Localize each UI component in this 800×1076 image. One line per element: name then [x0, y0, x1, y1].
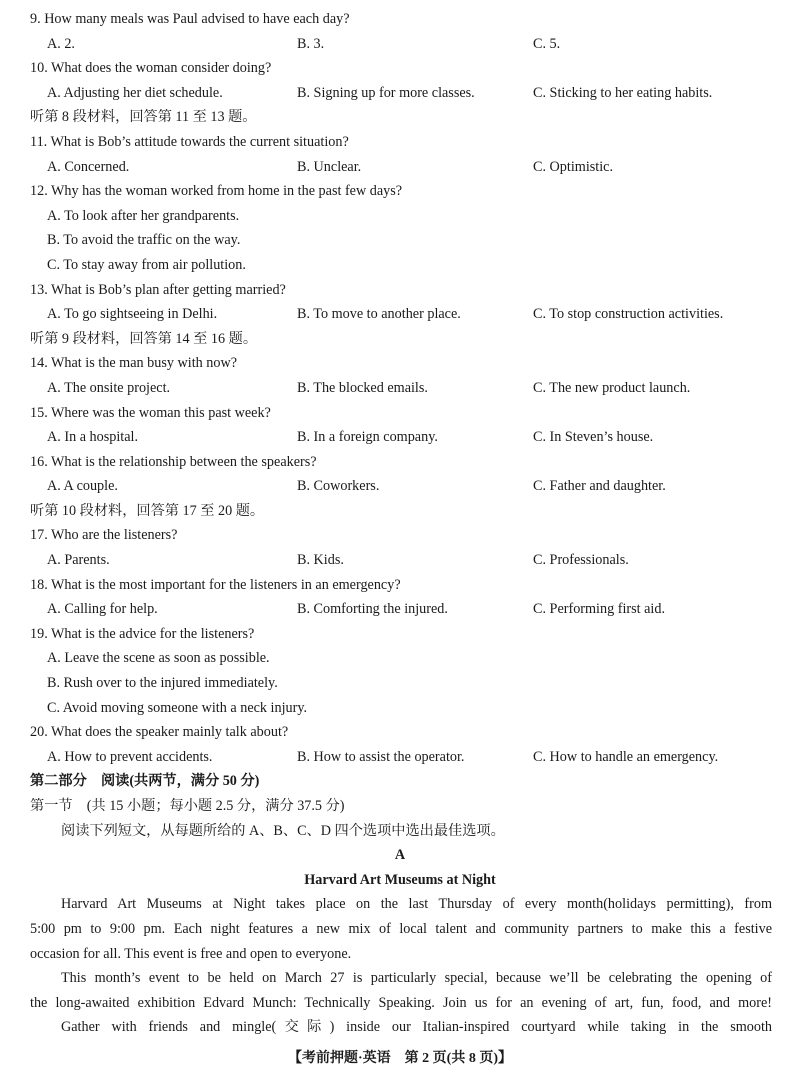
- answer-option-c: C. Professionals.: [533, 552, 629, 569]
- answer-option-a: A. The onsite project.: [47, 379, 171, 396]
- question-text: 10. What does the woman consider doing?: [30, 60, 272, 77]
- question-text: 11. What is Bob’s attitude towards the current situation?: [30, 133, 349, 150]
- answer-options-row: [0, 548, 800, 573]
- page-footer: 【考前押题·英语 第 2 页(共 8 页)】: [288, 1051, 512, 1066]
- answer-options-row: [0, 81, 800, 106]
- answer-option: B. Rush over to the injured immediately.: [47, 675, 278, 692]
- question-text: 17. Who are the listeners?: [30, 527, 178, 544]
- answer-options-row: [0, 425, 800, 450]
- instructions: 阅读下列短文，从每题所给的 A、B、C、D 四个选项中选出最佳选项。: [61, 822, 505, 839]
- answer-options-row: [0, 32, 800, 57]
- question-text: 12. Why has the woman worked from home in the past few days?: [30, 183, 403, 200]
- part-heading: 第二部分 阅读(共两节，满分 50 分): [30, 773, 260, 790]
- question-text: 19. What is the advice for the listeners?: [30, 625, 255, 642]
- section-heading: 第一节 (共 15 小题；每小题 2.5 分，满分 37.5 分): [30, 798, 345, 814]
- answer-options-row: [0, 376, 800, 401]
- answer-option-b: B. Signing up for more classes.: [297, 84, 475, 101]
- answer-option-a: A. How to prevent accidents.: [47, 748, 213, 765]
- answer-option-c: C. Father and daughter.: [533, 478, 666, 495]
- answer-option-a: A. A couple.: [47, 478, 118, 495]
- passage-line: This month’s event to be held on March 27 is particularly special, because we’ll be celebrating the opening of: [61, 970, 772, 987]
- answer-option-b: B. The blocked emails.: [297, 379, 428, 396]
- answer-option-b: B. Comforting the injured.: [297, 601, 448, 618]
- answer-option-c: C. 5.: [533, 35, 561, 52]
- answer-option: A. To look after her grandparents.: [47, 207, 240, 224]
- answer-options-row: [0, 302, 800, 327]
- answer-option-a: A. Calling for help.: [47, 601, 158, 618]
- answer-option-a: A. 2.: [47, 35, 75, 52]
- section-heading: 听第 9 段材料，回答第 14 至 16 题。: [30, 330, 258, 347]
- answer-option-c: C. The new product launch.: [533, 379, 691, 396]
- question-text: 20. What does the speaker mainly talk about?: [30, 724, 289, 741]
- section-heading: 听第 10 段材料，回答第 17 至 20 题。: [30, 502, 265, 519]
- answer-option-b: B. How to assist the operator.: [297, 748, 465, 765]
- passage-line: the long-awaited exhibition Edvard Munch: Technically Speaking. Join us for an evening of art, fun, food, and more!: [30, 994, 772, 1011]
- passage-line: 5:00 pm to 9:00 pm. Each night features a new mix of local talent and community partners to make this a festive: [30, 920, 772, 937]
- answer-options-row: [0, 745, 800, 770]
- answer-option: C. Avoid moving someone with a neck injury.: [47, 699, 308, 716]
- answer-option-a: A. In a hospital.: [47, 429, 139, 446]
- answer-option-b: B. Kids.: [297, 552, 344, 569]
- answer-option-b: B. To move to another place.: [297, 306, 461, 323]
- answer-option-a: A. Adjusting her diet schedule.: [47, 84, 223, 101]
- answer-option-a: A. To go sightseeing in Delhi.: [47, 306, 218, 323]
- answer-option-a: A. Parents.: [47, 552, 110, 569]
- question-text: 16. What is the relationship between the speakers?: [30, 453, 317, 470]
- answer-option-b: B. Coworkers.: [297, 478, 380, 495]
- answer-option-c: C. Sticking to her eating habits.: [533, 84, 713, 101]
- answer-option-b: B. In a foreign company.: [297, 429, 438, 446]
- question-text: 14. What is the man busy with now?: [30, 355, 238, 372]
- passage-line: occasion for all. This event is free and open to everyone.: [30, 945, 352, 962]
- answer-option-c: C. In Steven’s house.: [533, 429, 654, 446]
- question-text: 9. How many meals was Paul advised to have each day?: [30, 11, 350, 27]
- answer-option-c: C. To stop construction activities.: [533, 306, 724, 323]
- question-text: 18. What is the most important for the listeners in an emergency?: [30, 576, 401, 593]
- document-page: [0, 7, 800, 1040]
- answer-option-c: C. Performing first aid.: [533, 601, 666, 618]
- passage-line: Gather with friends and mingle(交际) inside our Italian-inspired courtyard while taking in the smooth: [61, 1019, 772, 1036]
- answer-option-b: B. Unclear.: [297, 158, 362, 175]
- answer-option-b: B. 3.: [297, 35, 325, 52]
- question-text: 13. What is Bob’s plan after getting married?: [30, 281, 286, 298]
- answer-option-c: C. Optimistic.: [533, 158, 614, 175]
- passage-title: Harvard Art Museums at Night: [304, 871, 496, 888]
- answer-option-a: A. Concerned.: [47, 158, 130, 175]
- answer-option: C. To stay away from air pollution.: [47, 256, 246, 273]
- answer-option: B. To avoid the traffic on the way.: [47, 232, 241, 249]
- answer-options-row: [0, 474, 800, 499]
- answer-options-row: [0, 597, 800, 622]
- question-text: 15. Where was the woman this past week?: [30, 404, 271, 421]
- answer-option: A. Leave the scene as soon as possible.: [47, 650, 270, 667]
- answer-option-c: C. How to handle an emergency.: [533, 748, 719, 765]
- passage-line: Harvard Art Museums at Night takes place on the last Thursday of every month(holidays permitting), from: [61, 896, 772, 913]
- section-heading: 听第 8 段材料，回答第 11 至 13 题。: [30, 109, 257, 126]
- answer-options-row: [0, 155, 800, 180]
- passage-letter: A: [394, 847, 406, 864]
